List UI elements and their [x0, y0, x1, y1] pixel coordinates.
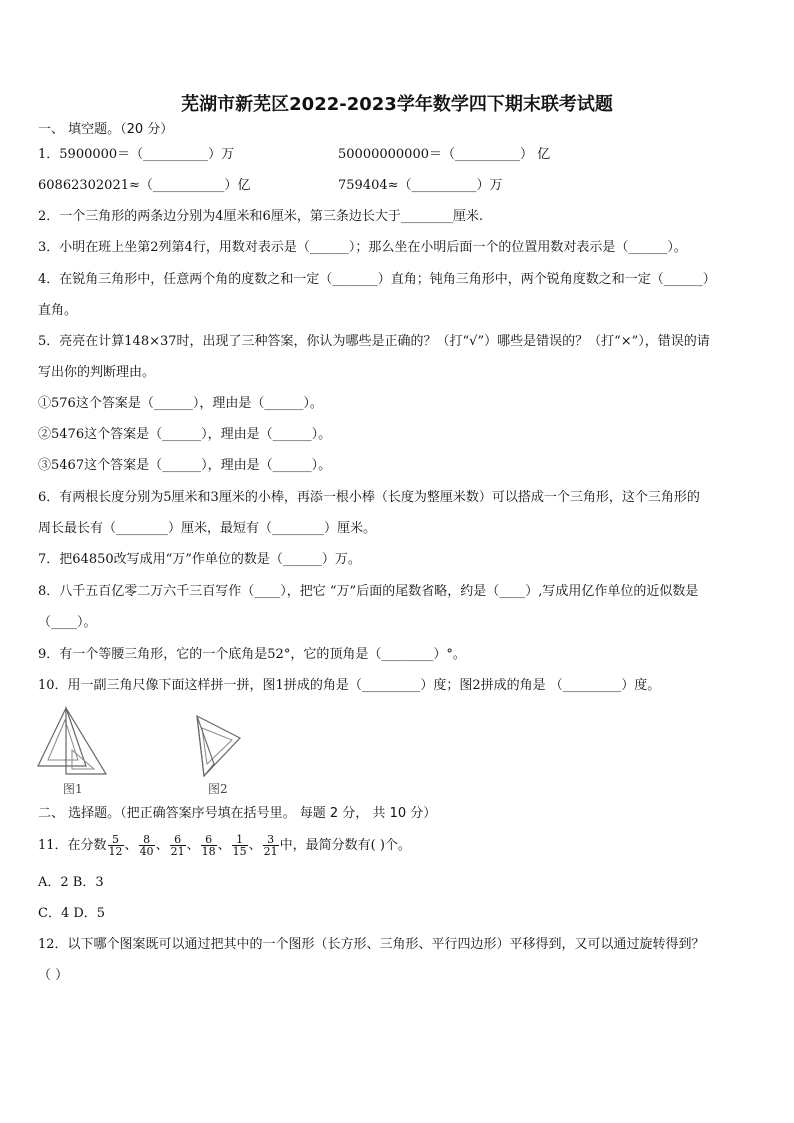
q5-line1: 5．亮亮在计算148×37时，出现了三种答案，你认为哪些是正确的？（打“√”）哪些是错误的？（打“×”），错误的请: [38, 334, 710, 349]
q8-line1: 8．八千五百亿零二万六千三百写作（____），把它 “万”后面的尾数省略，约是（____）,写成用亿作单位的近似数是: [38, 584, 699, 599]
q5-line2: 写出你的判断理由。: [38, 365, 156, 380]
q1-a: 1．5900000＝（__________）万: [38, 147, 235, 162]
q3: 3．小明在班上坐第2列第4行，用数对表示是（______）；那么坐在小明后面一个的位置用数对表示是（______）。: [38, 240, 687, 255]
fraction-6: $\frac{3}{21}$: [263, 833, 278, 858]
fraction-3: $\frac{6}{21}$: [170, 833, 185, 858]
q5-item1: ①576这个答案是（______），理由是（______）。: [38, 396, 323, 411]
section-2-heading: 二、 选择题。（把正确答案序号填在括号里。 每题 2 分， 共 10 分）: [38, 806, 437, 821]
fraction-4: $\frac{6}{18}$: [201, 833, 216, 858]
q8-line2: （____）。: [38, 615, 97, 630]
q2: 2．一个三角形的两条边分别为4厘米和6厘米，第三条边长大于________厘米.: [38, 209, 483, 224]
fraction-1: $\frac{5}{12}$: [108, 833, 123, 858]
figure-1-set-squares: [36, 706, 110, 778]
q9: 9．有一个等腰三角形，它的一个底角是52°，它的顶角是（________）°。: [38, 647, 466, 662]
q10: 10．用一副三角尺像下面这样拼一拼，图1拼成的角是（_________）度；图2拼成的角是 （_________）度。: [38, 678, 661, 693]
q4-line1: 4．在锐角三角形中，任意两个角的度数之和一定（_______）直角；钝角三角形中，两个锐角度数之和一定（______）: [38, 272, 716, 287]
q5-item2: ②5476这个答案是（______），理由是（______）。: [38, 427, 332, 442]
fraction-5: $\frac{1}{15}$: [232, 833, 247, 858]
q1-b: 50000000000＝（__________） 亿: [338, 147, 551, 162]
q6-line2: 周长最长有（________）厘米，最短有（________）厘米。: [38, 521, 377, 536]
q7: 7．把64850改写成用“万”作单位的数是（______）万。: [38, 552, 361, 567]
q4-line2: 直角。: [38, 303, 78, 318]
figure-1-caption: 图1: [63, 782, 83, 796]
q1-d: 759404≈（__________）万: [338, 178, 503, 193]
q6-line1: 6．有两根长度分别为5厘米和3厘米的小棒，再添一根小棒（长度为整厘米数）可以搭成一个三角形，这个三角形的: [38, 490, 700, 505]
page-title: 芜湖市新芜区2022-2023学年数学四下期末联考试题: [181, 94, 613, 115]
q11-prefix: 11．在分数: [38, 838, 107, 853]
section-1-heading: 一、 填空题。（20 分）: [38, 122, 174, 137]
q12-line1: 12．以下哪个图案既可以通过把其中的一个图形（长方形、三角形、平行四边形）平移得到，又可以通过旋转得到？: [38, 937, 705, 952]
q11-options-ab: A．2 B．3: [38, 875, 104, 890]
q11-options-cd: C．4 D．5: [38, 906, 106, 921]
figure-2-set-squares: [194, 714, 244, 778]
q11-suffix: 中，最简分数有( )个。: [279, 838, 411, 853]
q1-c: 60862302021≈（___________）亿: [38, 178, 251, 193]
fraction-2: $\frac{8}{40}$: [139, 833, 154, 858]
q12-line2: （ ）: [38, 968, 69, 983]
q5-item3: ③5467这个答案是（______），理由是（______）。: [38, 458, 332, 473]
q11: 11．在分数 $\frac{5}{12}$ 、 $\frac{8}{40}$ 、 $\frac{6}{21}$ 、 $\frac{6}{18}$ 、 $\frac{1}{15}$ 、 $\frac{3}{21}$ 中，最简分数有( )个。: [38, 833, 411, 858]
figure-2-caption: 图2: [208, 782, 228, 796]
